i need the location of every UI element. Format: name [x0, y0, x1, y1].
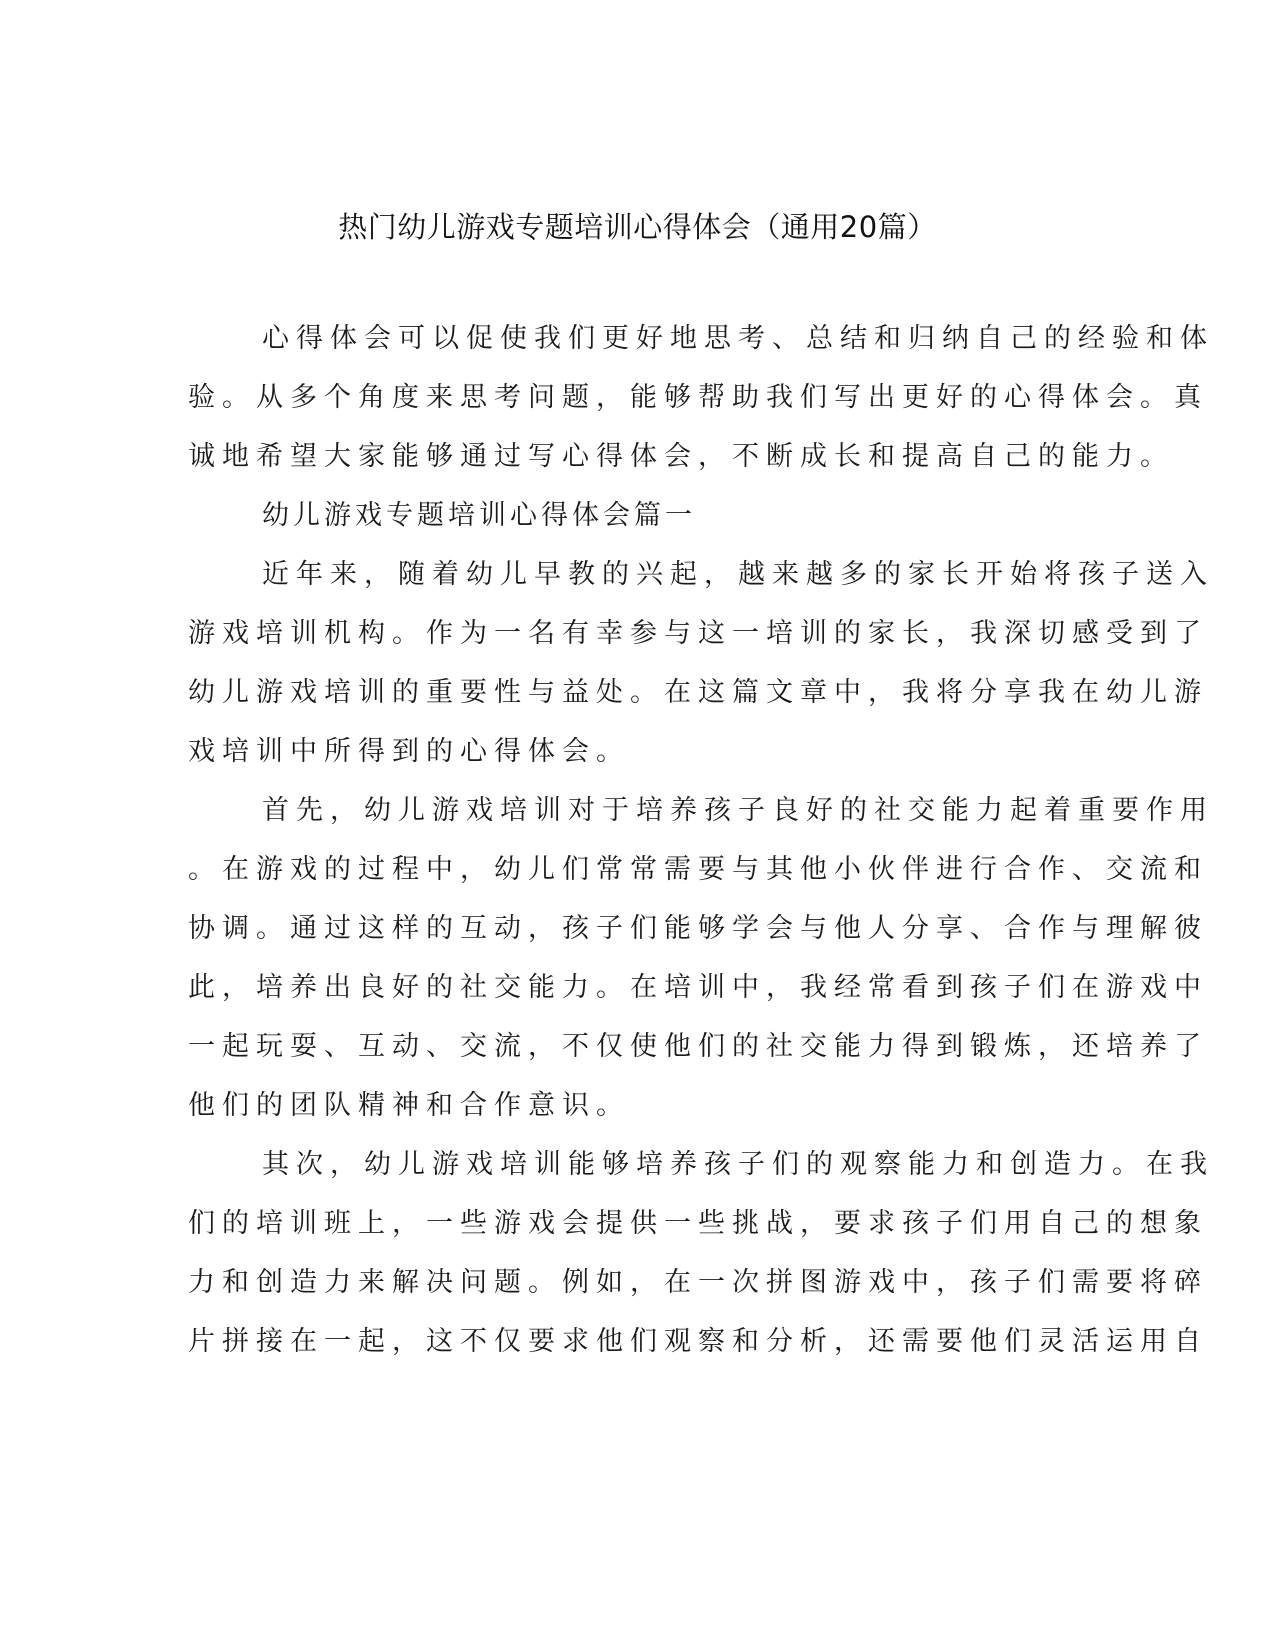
paragraph-1-line-4: 戏培训中所得到的心得体会。 — [188, 736, 630, 767]
intro-line-1: 心得体会可以促使我们更好地思考、总结和归纳自己的经验和体 — [262, 323, 1214, 354]
paragraph-2-line-4: 此，培养出良好的社交能力。在培训中，我经常看到孩子们在游戏中 — [188, 972, 1208, 1003]
paragraph-2-line-5: 一起玩耍、互动、交流，不仅使他们的社交能力得到锻炼，还培养了 — [188, 1031, 1208, 1062]
paragraph-3-line-3: 力和创造力来解决问题。例如，在一次拼图游戏中，孩子们需要将碎 — [188, 1267, 1208, 1298]
paragraph-2-line-1: 首先，幼儿游戏培训对于培养孩子良好的社交能力起着重要作用 — [262, 795, 1214, 826]
paragraph-3-line-1: 其次，幼儿游戏培训能够培养孩子们的观察能力和创造力。在我 — [262, 1149, 1214, 1180]
paragraph-2-line-6: 他们的团队精神和合作意识。 — [188, 1090, 630, 1121]
intro-line-2: 验。从多个角度来思考问题，能够帮助我们写出更好的心得体会。真 — [188, 382, 1208, 413]
paragraph-2-line-2: 。在游戏的过程中，幼儿们常常需要与其他小伙伴进行合作、交流和 — [188, 854, 1208, 885]
section-heading: 幼儿游戏专题培训心得体会篇一 — [262, 500, 696, 531]
document-title: 热门幼儿游戏专题培训心得体会（通用20篇） — [338, 210, 937, 244]
paragraph-2-line-3: 协调。通过这样的互动，孩子们能够学会与他人分享、合作与理解彼 — [188, 913, 1208, 944]
paragraph-1-line-3: 幼儿游戏培训的重要性与益处。在这篇文章中，我将分享我在幼儿游 — [188, 677, 1208, 708]
paragraph-3-line-2: 们的培训班上，一些游戏会提供一些挑战，要求孩子们用自己的想象 — [188, 1208, 1208, 1239]
paragraph-3-line-4: 片拼接在一起，这不仅要求他们观察和分析，还需要他们灵活运用自 — [188, 1326, 1208, 1357]
paragraph-1-line-2: 游戏培训机构。作为一名有幸参与这一培训的家长，我深切感受到了 — [188, 618, 1208, 649]
paragraph-1-line-1: 近年来，随着幼儿早教的兴起，越来越多的家长开始将孩子送入 — [262, 559, 1214, 590]
intro-line-3: 诚地希望大家能够通过写心得体会，不断成长和提高自己的能力。 — [188, 441, 1174, 472]
